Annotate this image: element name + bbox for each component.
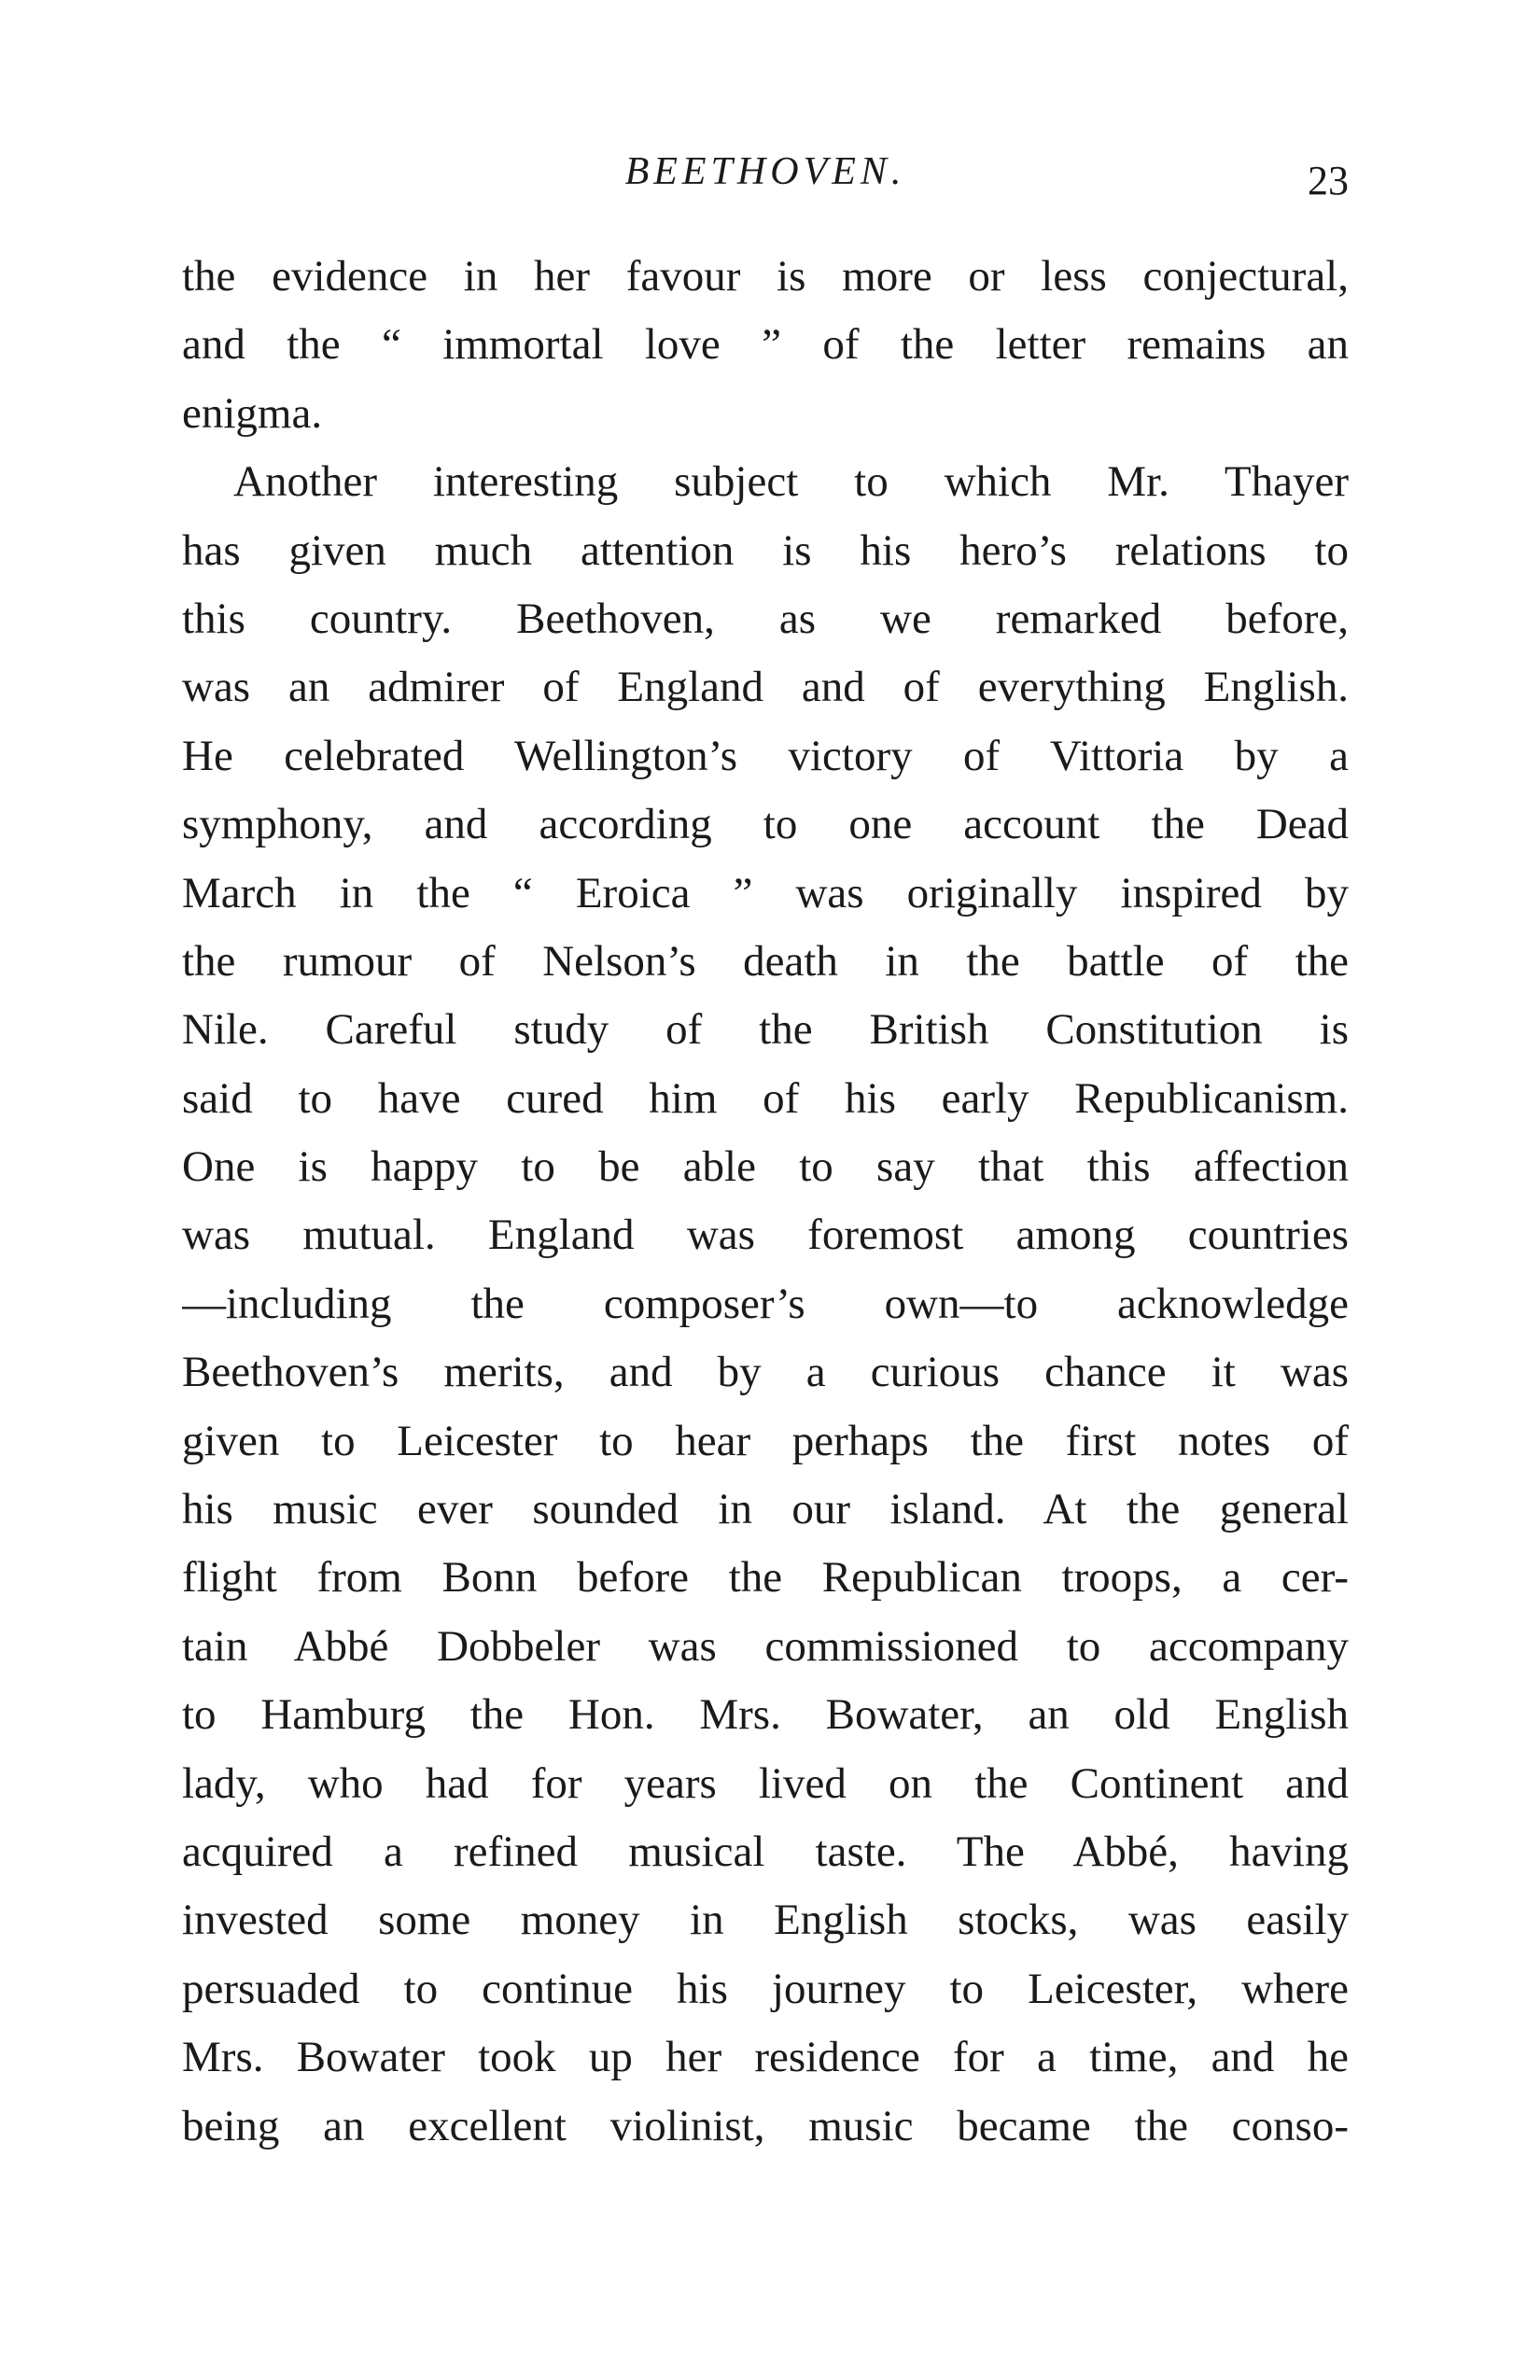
text-line: flight from Bonn before the Republican troops, a cer- (182, 1553, 1349, 1603)
text-line: lady, who had for years lived on the Continent and (182, 1758, 1349, 1808)
text-line: has given much attention is his hero’s relations to (182, 525, 1349, 575)
page-number: 23 (1308, 158, 1349, 203)
text-line: this country. Beethoven, as we remarked before, (182, 594, 1349, 643)
text-line: tain Abbé Dobbeler was commissioned to accompany (182, 1621, 1349, 1671)
text-line: March in the “ Eroica ” was originally inspired by (182, 868, 1349, 917)
text-line: given to Leicester to hear perhaps the first notes of (182, 1416, 1349, 1465)
text-line: his music ever sounded in our island. At the general (182, 1485, 1349, 1534)
text-line: Beethoven’s merits, and by a curious chance it was (182, 1348, 1349, 1397)
running-title: BEETHOVEN. (624, 150, 906, 193)
text-line: being an excellent violinist, music became the conso- (182, 2101, 1349, 2150)
text-line: acquired a refined musical taste. The Abbé, having (182, 1827, 1349, 1876)
body-text (182, 243, 1349, 2161)
text-line: Another interesting subject to which Mr. Thayer (233, 457, 1349, 507)
text-line: the evidence in her favour is more or less conjectural, (182, 252, 1349, 301)
text-line: persuaded to continue his journey to Leicester, where (182, 1964, 1349, 2013)
text-line: the rumour of Nelson’s death in the battle of the (182, 936, 1349, 986)
text-line: was mutual. England was foremost among countries (182, 1211, 1349, 1260)
text-line: —including the composer’s own—to acknowledge (182, 1279, 1349, 1328)
text-line: and the “ immortal love ” of the letter remains an (182, 320, 1349, 370)
text-line: Mrs. Bowater took up her residence for a time, and he (182, 2033, 1349, 2082)
text-line: said to have cured him of his early Republicanism. (182, 1073, 1349, 1123)
text-line: enigma. (182, 388, 323, 438)
text-line: to Hamburg the Hon. Mrs. Bowater, an old English (182, 1690, 1349, 1740)
text-line: He celebrated Wellington’s victory of Vittoria by a (182, 731, 1349, 780)
text-line: was an admirer of England and of everything English. (182, 663, 1349, 712)
running-head (182, 149, 1349, 205)
text-line: Nile. Careful study of the British Constitution is (182, 1005, 1349, 1055)
text-line: One is happy to be able to say that this affection (182, 1142, 1349, 1192)
text-line: invested some money in English stocks, was easily (182, 1896, 1349, 1945)
text-line: symphony, and according to one account the Dead (182, 800, 1349, 849)
